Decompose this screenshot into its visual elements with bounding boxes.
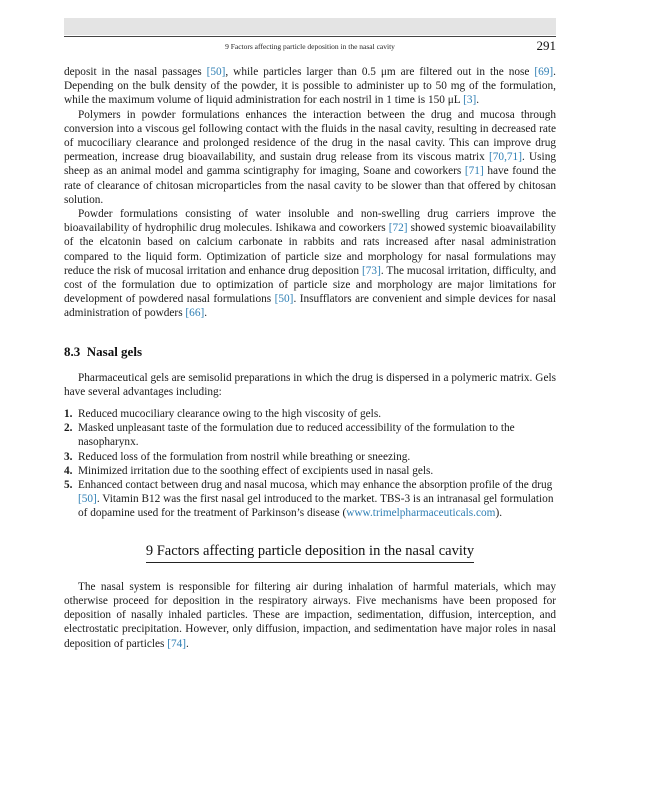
section-heading-wrap: [64, 542, 556, 563]
text-run: Powder formulations consisting of water insoluble and non-swelling drug carriers improve the bioavailability of hydrophilic drug molecules. Ishikawa and coworkers: [64, 208, 556, 235]
subsection-number: 8.3: [64, 343, 81, 359]
text-run: . Vitamin B12 was the first nasal gel introduced to the market. TBS-3 is an intranasal gel formulation of dopamine used for the treatment of Parkinson’s disease (: [78, 493, 554, 520]
paragraph-deposit: [64, 65, 556, 108]
list-number: 4.: [64, 464, 73, 477]
text-run: .: [204, 307, 208, 320]
text-run: . Depending on the bulk density of the powder, it is possible to administer up to 50 mg of the formulation, while the maximum volume of liquid administration for each nostril in 1 time is 150 μL: [64, 66, 556, 107]
text-run: Pharmaceutical gels are semisolid preparations in which the drug is dispersed in a polymeric matrix. Gels have several advantages including:: [64, 371, 556, 398]
running-title: 9 Factors affecting particle deposition in the nasal cavity: [225, 42, 395, 51]
text-run: deposit in the nasal passages: [64, 66, 207, 78]
top-gray-bar: [64, 18, 556, 35]
text-run: Masked unpleasant taste of the formulation due to reduced accessibility of the formulation to the nasopharynx.: [78, 422, 515, 449]
text-run: Reduced mucociliary clearance owing to the high viscosity of gels.: [78, 408, 382, 421]
citation-link[interactable]: [71]: [464, 165, 484, 178]
citation-link[interactable]: [50]: [274, 293, 294, 306]
citation-link[interactable]: [50]: [206, 66, 226, 78]
subsection-heading-nasal-gels: [64, 344, 556, 360]
citation-link[interactable]: [3]: [463, 94, 477, 107]
website-link[interactable]: www.trimelpharmaceuticals.com: [346, 507, 496, 520]
text-run: , while particles larger than 0.5 μm are filtered out in the nose: [225, 66, 535, 78]
text-run: .: [476, 94, 480, 107]
running-head: [64, 40, 556, 54]
citation-link[interactable]: [69]: [534, 66, 554, 78]
advantage-item: [64, 407, 556, 421]
advantages-list: [64, 407, 556, 521]
citation-link[interactable]: [66]: [185, 307, 205, 320]
advantage-item: [64, 478, 556, 521]
list-number: 2.: [64, 422, 73, 435]
text-run: . The mucosal irritation, difficulty, and cost of the formulation due to optimization of particle size and morphology are major limitations for development of powdered nasal formulations: [64, 264, 557, 306]
text-run: ).: [495, 507, 503, 520]
text-run: showed systemic bioavailability of the elcatonin based on calcium carbonate in rabbits and rats increased after nasal administration compared to the liquid form. Optimization of particle size and morphology for nasal formulations may reduce the risk of mucosal irritation and enhance drug deposition: [64, 222, 556, 277]
text-run: Minimized irritation due to the soothing effect of excipients used in nasal gels.: [78, 464, 434, 477]
citation-link[interactable]: [74]: [167, 637, 187, 650]
text-run: . Insufflators are convenient and simple devices for nasal administration of powders: [64, 293, 556, 320]
text-run: have found the rate of clearance of chitosan microparticles from the nasal cavity to be slower than that offered by chitosan solution.: [64, 165, 556, 206]
text-run: . Using sheep as an animal model and gamma scintigraphy for imaging, Soane and coworkers: [64, 151, 556, 178]
text-run: Reduced loss of the formulation from nostril while breathing or sneezing.: [78, 450, 411, 463]
text-run: Polymers in powder formulations enhances the interaction between the drug and mucosa through conversion into a viscous gel following contact with the fluids in the nasal cavity, resulting in decreased rate of mucociliary clearance and prolonged residence of the drug in the nasal cavity. This can improve drug permeation, increase drug bioavailability, and sustain drug release from its viscous matrix: [64, 108, 556, 164]
citation-link[interactable]: [73]: [362, 264, 381, 277]
paragraph-powder-formulations: [64, 207, 556, 321]
citation-link[interactable]: [72]: [388, 222, 408, 235]
header-rule: [64, 36, 556, 37]
paragraph-gels-intro: [64, 371, 556, 399]
page-number: 291: [536, 38, 556, 53]
list-number: 3.: [64, 450, 73, 463]
section-heading-factors: 9 Factors affecting particle deposition in the nasal cavity: [146, 543, 474, 563]
text-run: Enhanced contact between drug and nasal mucosa, which may enhance the absorption profile of the drug: [78, 479, 553, 492]
paragraph-nasal-system: [64, 580, 556, 651]
list-number: 5.: [64, 479, 73, 492]
text-run: .: [186, 637, 189, 650]
page-body: [64, 65, 556, 651]
text-run: The nasal system is responsible for filtering air during inhalation of harmful materials, which may otherwise proceed for deposition in the respiratory airways. Five mechanisms have been proposed for deposition of nasally inhaled particles. These are impaction, sedimentation, diffusion, interception, and electrostatic precipitation. However, only diffusion, impaction, and sedimentation have major roles in nasal deposition of particles: [64, 580, 556, 650]
citation-link[interactable]: [50]: [78, 493, 97, 506]
advantage-item: [64, 464, 556, 478]
paragraph-polymers: [64, 108, 556, 207]
list-number: 1.: [64, 408, 73, 421]
subsection-title: Nasal gels: [86, 343, 142, 359]
advantage-item: [64, 450, 556, 464]
advantage-item: [64, 421, 556, 449]
citation-link[interactable]: [70,71]: [489, 151, 522, 164]
